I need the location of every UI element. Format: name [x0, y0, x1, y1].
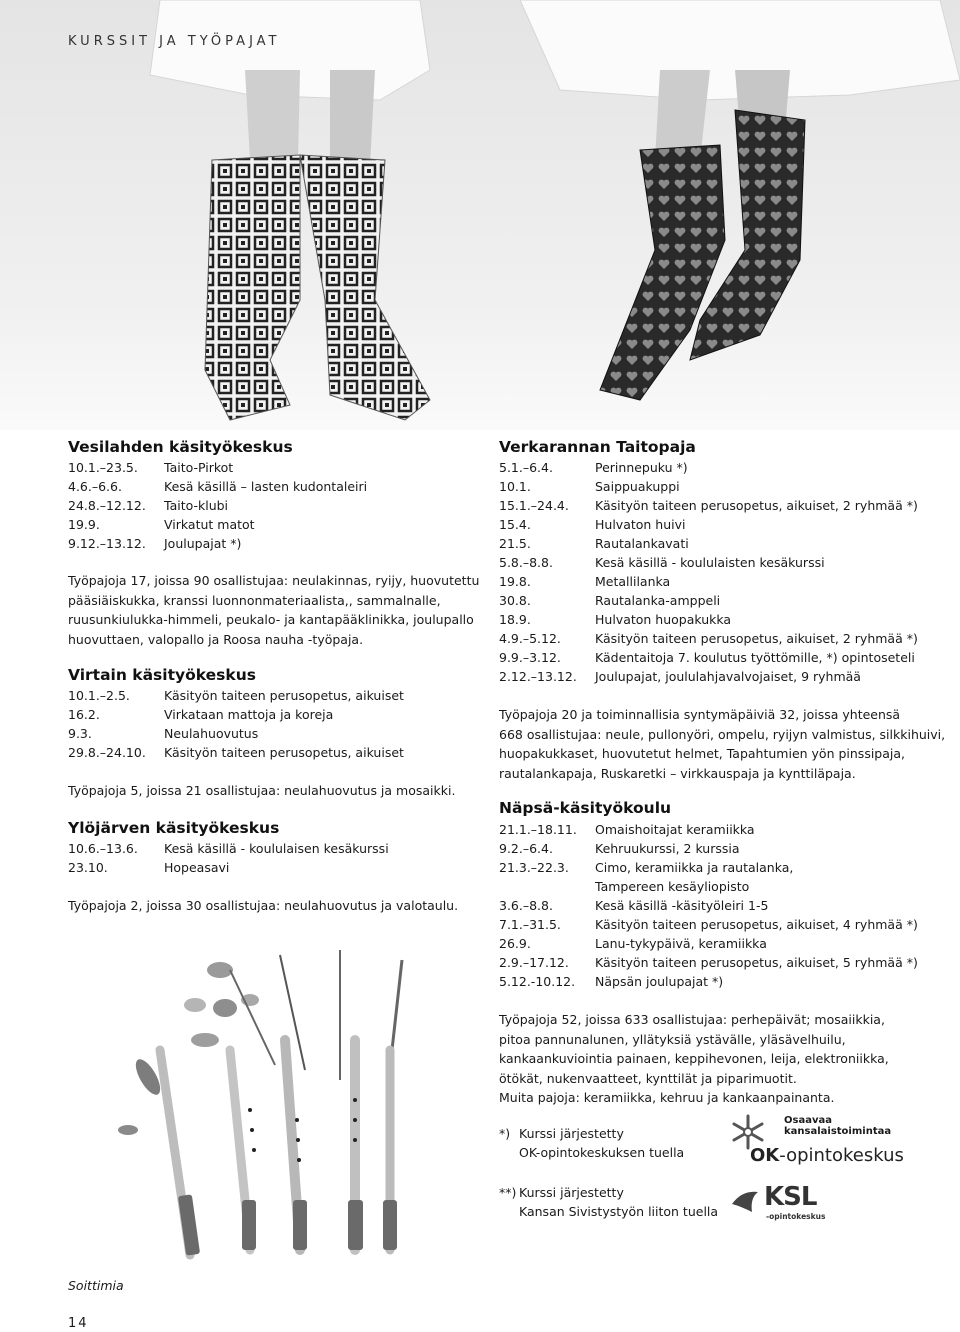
running-head: KURSSIT JA TYÖPAJAT: [68, 34, 281, 49]
section-heading: Virtain käsityökeskus: [68, 666, 256, 684]
page-number: 14: [68, 1316, 89, 1331]
footnote: **) Kurssi järjestetty Kansan Sivistystyön liiton tuella: [499, 1185, 719, 1219]
photo-caption: Soittimia: [68, 1278, 124, 1293]
section-summary: Työpajoja 52, joissa 633 osallistujaa: perhepäivät; mosaiikkia, pitoa pannunalunen, yllätyksiä ystävälle, yläsävelhuilu, kankaankuviointia painaen, keppihevonen, leija, elektroniikka, ötökät, nukenvaatteet, kynttilät ja piparimuotit. Muita pajoja: keramiikka, kehruu ja kankaanpainanta.: [499, 1012, 889, 1105]
ksl-opintokeskus-logo: KSL -opintokeskus: [730, 1182, 830, 1224]
section-summary: Työpajoja 20 ja toiminnallisia syntymäpäiviä 32, joissa yhteensä 668 osallistujaa: neule, pullonyöri, ompelu, ryijyn valmistus, silkkihuivi, huopakukkaset, huovutetut helmet, Tapahtumien yön pinssipaja, rautalankapaja, Ruskaretki – virkkauspaja ja kynttiläpaja.: [499, 707, 946, 781]
section-heading: Vesilahden käsityökeskus: [68, 438, 293, 456]
ksl-mark-icon: [730, 1186, 760, 1216]
section-heading: Näpsä-käsityökoulu: [499, 799, 672, 817]
section-summary: Työpajoja 17, joissa 90 osallistujaa: neulakinnas, ryijy, huovutettu pääsiäiskukka, kranssi luonnonmateriaalista,, sammalnalle, ruusunkiulukka-himmeli, peukalo- ja kantapääklinikka, joulupallo huovuttaen, valopallo ja Roosa nauha -työpaja.: [68, 573, 480, 647]
instruments-photo: [100, 930, 460, 1270]
section-heading: Ylöjärven käsityökeskus: [68, 819, 280, 837]
socks-photo: [0, 0, 960, 430]
section-summary: Työpajoja 5, joissa 21 osallistujaa: neulahuovutus ja mosaikki.: [68, 783, 456, 798]
section-summary: Työpajoja 2, joissa 30 osallistujaa: neulahuovutus ja valotaulu.: [68, 898, 459, 913]
footnote: *) Kurssi järjestetty OK-opintokeskuksen tuella: [499, 1126, 685, 1160]
ok-opintokeskus-logo: Osaavaa kansalaistoimintaa OK-opintokeskus: [728, 1112, 898, 1172]
section-heading: Verkarannan Taitopaja: [499, 438, 696, 456]
